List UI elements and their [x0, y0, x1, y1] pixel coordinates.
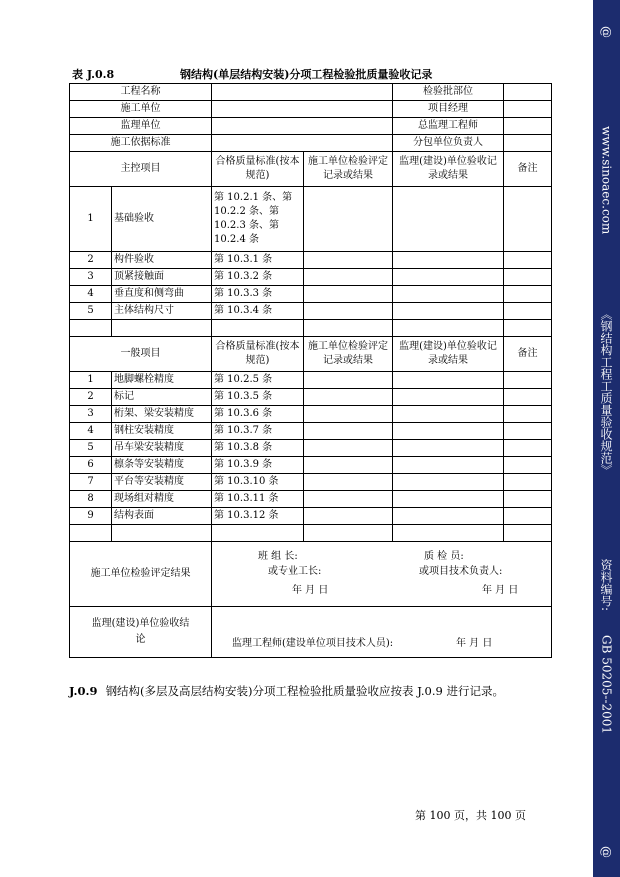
table-row	[70, 286, 552, 303]
value-project-manager[interactable]	[504, 101, 552, 118]
item-standard: 第 10.3.5 条	[212, 389, 304, 406]
item-standard: 第 10.3.4 条	[212, 303, 304, 320]
clause-text: 钢结构(多层及高层结构安装)分项工程检验批质量验收应按表 J.0.9 进行记录。	[105, 684, 505, 698]
inspector-label: 质 检 员:	[424, 551, 464, 562]
empty-row	[70, 525, 552, 542]
general-header-row	[70, 337, 552, 372]
label-construction-standard: 施工依据标准	[70, 135, 212, 152]
item-name: 平台等安装精度	[112, 474, 212, 491]
construction-result-cell[interactable]	[304, 440, 393, 457]
inspection-record-table	[69, 83, 552, 658]
col-standard-header: 合格质量标准(按本规范)	[212, 337, 304, 372]
value-chief-supervisor[interactable]	[504, 118, 552, 135]
remarks-cell[interactable]	[504, 457, 552, 474]
item-name: 基础验收	[112, 187, 212, 252]
remarks-cell[interactable]	[504, 187, 552, 252]
item-number: 9	[70, 508, 112, 525]
supervision-result-cell[interactable]	[393, 389, 504, 406]
item-name: 桁架、梁安装精度	[112, 406, 212, 423]
label-project-name: 工程名称	[70, 84, 212, 101]
remarks-cell[interactable]	[504, 491, 552, 508]
remarks-cell[interactable]	[504, 372, 552, 389]
table-title-row	[70, 66, 550, 82]
item-standard: 第 10.3.6 条	[212, 406, 304, 423]
item-standard: 第 10.3.3 条	[212, 286, 304, 303]
construction-evaluation-label-text: 施工单位检验评定结果	[90, 568, 191, 579]
supervision-result-cell[interactable]	[393, 269, 504, 286]
table-row	[70, 269, 552, 286]
item-name: 吊车梁安装精度	[112, 440, 212, 457]
value-project-name[interactable]	[212, 84, 393, 101]
item-standard: 第 10.3.10 条	[212, 474, 304, 491]
team-leader-label: 班 组 长:	[258, 551, 298, 562]
main-control-heading: 主控项目	[70, 152, 212, 187]
item-number: 1	[70, 187, 112, 252]
item-number: 5	[70, 440, 112, 457]
label-inspection-location: 检验批部位	[393, 84, 504, 101]
construction-result-cell[interactable]	[304, 406, 393, 423]
item-number: 2	[70, 252, 112, 269]
code-label: 资料编号:	[599, 558, 613, 612]
item-standard: 第 10.3.11 条	[212, 491, 304, 508]
item-number: 4	[70, 286, 112, 303]
supervision-conclusion-label-text: 监理(建设)单位验收结论	[91, 618, 190, 645]
main-control-header-row	[70, 152, 552, 187]
remarks-cell[interactable]	[504, 389, 552, 406]
supervision-date: 年 月 日	[456, 638, 493, 649]
value-construction-unit[interactable]	[212, 101, 393, 118]
remarks-cell[interactable]	[504, 303, 552, 320]
empty-row	[70, 320, 552, 337]
label-subcontract-manager: 分包单位负责人	[393, 135, 504, 152]
item-standard: 第 10.3.9 条	[212, 457, 304, 474]
foreman-label: 或专业工长:	[268, 566, 322, 577]
book-title: 《钢结构工程工质量验收规范》	[599, 308, 613, 476]
construction-signoff-row	[70, 542, 552, 607]
item-name: 现场组对精度	[112, 491, 212, 508]
website-link[interactable]: www.sinoaec.com	[599, 125, 614, 235]
table-row	[70, 303, 552, 320]
label-project-manager: 项目经理	[393, 101, 504, 118]
remarks-cell[interactable]	[504, 269, 552, 286]
item-standard: 第 10.3.8 条	[212, 440, 304, 457]
item-standard: 第 10.3.12 条	[212, 508, 304, 525]
item-standard: 第 10.2.5 条	[212, 372, 304, 389]
table-row	[70, 252, 552, 269]
col-remarks-header: 备注	[504, 337, 552, 372]
item-number: 1	[70, 372, 112, 389]
item-number: 8	[70, 491, 112, 508]
clause-number: J.0.9	[69, 684, 98, 698]
at-icon-top: @	[599, 26, 614, 38]
col-supervision-header: 监理(建设)单位验收记录或结果	[393, 152, 504, 187]
supervision-result-cell[interactable]	[393, 406, 504, 423]
table-number: 表 J.0.8	[72, 68, 115, 81]
construction-result-cell[interactable]	[304, 508, 393, 525]
table-row	[70, 187, 552, 252]
col-standard-header: 合格质量标准(按本规范)	[212, 152, 304, 187]
col-construction-header: 施工单位检验评定记录或结果	[304, 152, 393, 187]
clause-paragraph	[69, 679, 551, 703]
remarks-cell[interactable]	[504, 423, 552, 440]
item-standard: 第 10.3.2 条	[212, 269, 304, 286]
value-supervision-unit[interactable]	[212, 118, 393, 135]
construction-result-cell[interactable]	[304, 286, 393, 303]
supervision-result-cell[interactable]	[393, 457, 504, 474]
item-standard: 第 10.3.1 条	[212, 252, 304, 269]
table-row	[70, 389, 552, 406]
supervision-result-cell[interactable]	[393, 423, 504, 440]
col-remarks-header: 备注	[504, 152, 552, 187]
table-row	[70, 372, 552, 389]
construction-result-cell[interactable]	[304, 303, 393, 320]
item-number: 2	[70, 389, 112, 406]
construction-result-cell[interactable]	[304, 389, 393, 406]
construction-result-cell[interactable]	[304, 474, 393, 491]
construction-result-cell[interactable]	[304, 372, 393, 389]
construction-result-cell[interactable]	[304, 187, 393, 252]
construction-result-cell[interactable]	[304, 252, 393, 269]
label-supervision-unit: 监理单位	[70, 118, 212, 135]
supervision-result-cell[interactable]	[393, 286, 504, 303]
supervision-signoff-cell[interactable]	[212, 607, 552, 658]
item-name: 顶紧接触面	[112, 269, 212, 286]
item-name: 构件验收	[112, 252, 212, 269]
tech-lead-label: 或项目技术负责人:	[419, 566, 503, 577]
side-banner	[593, 0, 620, 877]
supervision-conclusion-label	[70, 607, 212, 658]
construction-result-cell[interactable]	[304, 491, 393, 508]
item-number: 7	[70, 474, 112, 491]
construction-date: 年 月 日	[292, 585, 329, 596]
col-supervision-header: 监理(建设)单位验收记录或结果	[393, 337, 504, 372]
construction-evaluation-label	[70, 542, 212, 607]
item-name: 檩条等安装精度	[112, 457, 212, 474]
supervision-signoff-row	[70, 607, 552, 658]
remarks-cell[interactable]	[504, 252, 552, 269]
remarks-cell[interactable]	[504, 406, 552, 423]
supervision-result-cell[interactable]	[393, 252, 504, 269]
construction-result-cell[interactable]	[304, 423, 393, 440]
header-row-supervision	[70, 118, 552, 135]
standard-code: GB 50205--2001	[599, 635, 614, 735]
col-construction-header: 施工单位检验评定记录或结果	[304, 337, 393, 372]
at-icon-bottom: @	[599, 846, 614, 858]
item-standard: 第 10.3.7 条	[212, 423, 304, 440]
header-row-standard	[70, 135, 552, 152]
table-row	[70, 457, 552, 474]
item-name: 钢柱安装精度	[112, 423, 212, 440]
supervision-result-cell[interactable]	[393, 372, 504, 389]
construction-result-cell[interactable]	[304, 269, 393, 286]
table-row	[70, 406, 552, 423]
item-name: 主体结构尺寸	[112, 303, 212, 320]
supervisor-label: 监理工程师(建设单位项目技术人员):	[232, 638, 394, 649]
supervision-result-cell[interactable]	[393, 187, 504, 252]
header-row-project	[70, 84, 552, 101]
table-row	[70, 491, 552, 508]
item-name: 结构表面	[112, 508, 212, 525]
supervision-result-cell[interactable]	[393, 508, 504, 525]
item-name: 地脚螺栓精度	[112, 372, 212, 389]
item-name: 标记	[112, 389, 212, 406]
supervision-result-cell[interactable]	[393, 440, 504, 457]
value-construction-standard[interactable]	[212, 135, 393, 152]
table-row	[70, 440, 552, 457]
remarks-cell[interactable]	[504, 474, 552, 491]
remarks-cell[interactable]	[504, 508, 552, 525]
item-standard: 第 10.2.1 条、第 10.2.2 条、第 10.2.3 条、第 10.2.4 条	[212, 187, 304, 252]
construction-signoff-cell[interactable]	[212, 542, 552, 607]
supervision-result-cell[interactable]	[393, 303, 504, 320]
item-number: 3	[70, 406, 112, 423]
item-number: 4	[70, 423, 112, 440]
supervision-result-cell[interactable]	[393, 474, 504, 491]
label-chief-supervisor: 总监理工程师	[393, 118, 504, 135]
table-row	[70, 508, 552, 525]
remarks-cell[interactable]	[504, 286, 552, 303]
item-number: 6	[70, 457, 112, 474]
header-row-construction	[70, 101, 552, 118]
table-row	[70, 423, 552, 440]
table-row	[70, 474, 552, 491]
remarks-cell[interactable]	[504, 440, 552, 457]
inspector-date: 年 月 日	[482, 585, 519, 596]
page-number: 第 100 页，共 100 页	[415, 809, 526, 822]
item-number: 3	[70, 269, 112, 286]
construction-result-cell[interactable]	[304, 457, 393, 474]
label-construction-unit: 施工单位	[70, 101, 212, 118]
value-inspection-location[interactable]	[504, 84, 552, 101]
item-number: 5	[70, 303, 112, 320]
table-title: 钢结构(单层结构安装)分项工程检验批质量验收记录	[180, 68, 433, 81]
supervision-result-cell[interactable]	[393, 491, 504, 508]
value-subcontract-manager[interactable]	[504, 135, 552, 152]
item-name: 垂直度和侧弯曲	[112, 286, 212, 303]
general-heading: 一般项目	[70, 337, 212, 372]
